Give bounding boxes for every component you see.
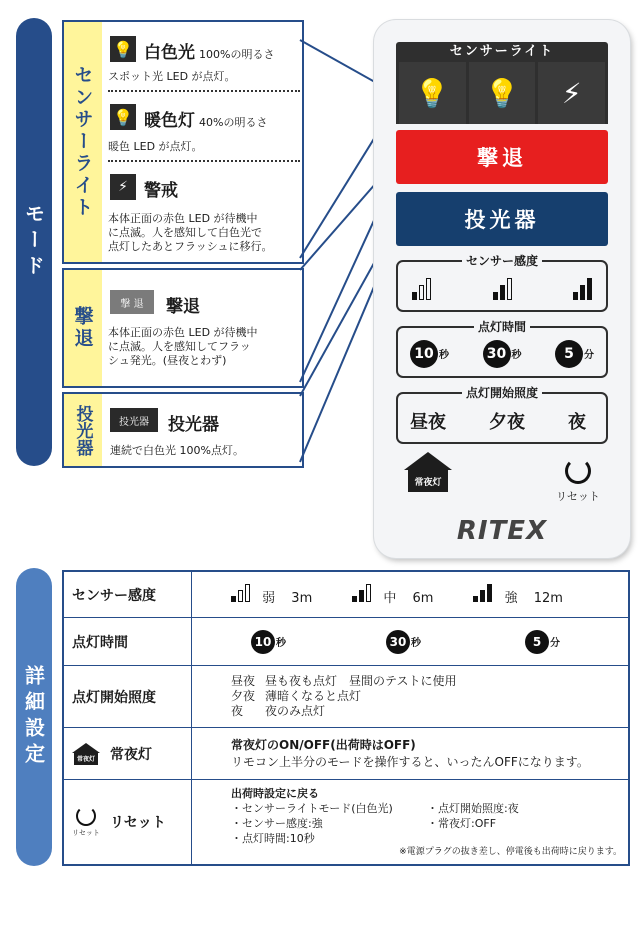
- light-bulb-icon: 💡: [484, 76, 520, 110]
- table-row: [64, 780, 628, 864]
- timer-icon: 30: [483, 340, 511, 368]
- white-light-icon: 💡: [110, 36, 136, 62]
- remote-sensor-buttons: [396, 62, 608, 124]
- remote-repel-button[interactable]: 撃退: [396, 130, 608, 184]
- bars-low-icon: [231, 584, 250, 602]
- table-row: [64, 572, 628, 618]
- details-band: 詳細設定: [16, 568, 52, 866]
- floodlight-desc: 連続で白色光 100%点灯。: [110, 444, 244, 457]
- sensitivity-body: 弱 3m 中 6m 強 12m: [193, 572, 628, 617]
- alert-title: 警戒: [144, 181, 178, 201]
- sensitivity-head: センサー感度: [64, 572, 192, 617]
- illum-body: 昼夜 昼も夜も点灯 昼間のテストに使用 夕夜 薄暗くなると点灯 夜 夜のみ点灯: [231, 674, 457, 718]
- illum-head: 点灯開始照度: [64, 666, 192, 727]
- timer-head: 点灯時間: [64, 618, 192, 665]
- timer-10s-button[interactable]: 10 秒: [410, 340, 449, 368]
- brand-logo: RITEX: [456, 516, 548, 546]
- timer-icon: 30: [386, 630, 410, 654]
- mode-band: モード: [16, 18, 52, 466]
- reset-icon: リセット: [72, 806, 100, 838]
- night-light-label: 常夜灯: [408, 470, 448, 492]
- repel-title: 撃退: [166, 297, 200, 317]
- warm-light-desc: 暖色 LED が点灯。: [108, 140, 203, 153]
- remote-white-light-button[interactable]: [399, 62, 466, 124]
- repel-desc: 本体正面の赤色 LED が待機中 に点滅。人を感知してフラッ シュ発光。(昼夜とわず): [108, 326, 258, 367]
- alert-desc: 本体正面の赤色 LED が待機中 に点滅。人を感知して白色光で 点灯したあとフラッシュに移行。: [108, 212, 273, 253]
- remote-control: [374, 20, 630, 558]
- flash-bulb-icon: ⚡: [561, 76, 582, 110]
- timer-icon: 10: [251, 630, 275, 654]
- night-light-head: 常夜灯 常夜灯: [64, 728, 192, 779]
- reset-label: リセット: [556, 490, 600, 503]
- timer-30s-button[interactable]: 30 秒: [483, 340, 522, 368]
- white-light-title: 白色光 100%の明るさ: [144, 43, 275, 63]
- house-icon: [404, 452, 452, 470]
- remote-timer-box: [396, 320, 608, 378]
- bars-mid-icon: [352, 584, 371, 602]
- timer-body: 10 秒 30 秒 5 分: [193, 618, 628, 665]
- warm-light-title: 暖色灯 40%の明るさ: [144, 111, 268, 131]
- sensitivity-mid-button[interactable]: [493, 278, 512, 300]
- remote-illum-box: [396, 386, 608, 444]
- details-table: [62, 570, 630, 866]
- illum-night-button[interactable]: 夜: [568, 412, 586, 433]
- house-icon: 常夜灯: [72, 743, 100, 765]
- bars-high-icon: [473, 584, 492, 602]
- alert-flash-icon: ⚡: [110, 174, 136, 200]
- warm-light-icon: 💡: [110, 104, 136, 130]
- timer-icon: 10: [410, 340, 438, 368]
- remote-sensitivity-box: [396, 254, 608, 312]
- remote-alert-button[interactable]: [538, 62, 605, 124]
- sensitivity-low-button[interactable]: [412, 278, 431, 300]
- remote-timer-label: 点灯時間: [474, 318, 530, 335]
- remote-reset-button[interactable]: [548, 458, 608, 504]
- remote-sensitivity-label: センサー感度: [462, 252, 542, 269]
- timer-5m-button[interactable]: 5 分: [555, 340, 594, 368]
- floodlight-title: 投光器: [168, 415, 219, 435]
- table-row: [64, 666, 628, 728]
- timer-icon: 5: [525, 630, 549, 654]
- illum-day-night-button[interactable]: 昼夜: [410, 412, 446, 433]
- repel-icon: 撃 退: [110, 290, 154, 314]
- reset-icon: [565, 458, 591, 484]
- reset-head: リセット リセット: [64, 780, 192, 864]
- remote-illum-label: 点灯開始照度: [462, 384, 542, 401]
- repel-group-label: 撃退: [64, 270, 102, 386]
- remote-warm-light-button[interactable]: [469, 62, 536, 124]
- remote-floodlight-button[interactable]: 投光器: [396, 192, 608, 246]
- sensitivity-high-button[interactable]: [573, 278, 592, 300]
- floodlight-icon: 投光器: [110, 408, 158, 432]
- illum-dusk-night-button[interactable]: 夕夜: [489, 412, 525, 433]
- table-row: [64, 618, 628, 666]
- light-bulb-icon: 💡: [414, 76, 450, 110]
- floodlight-group-label: 投光器: [64, 394, 102, 466]
- white-light-desc: スポット光 LED が点灯。: [108, 70, 236, 83]
- night-light-body: 常夜灯のON/OFF(出荷時はOFF) リモコン上半分のモードを操作すると、いったんOFFになります。: [231, 738, 589, 769]
- remote-night-light-button[interactable]: [404, 452, 452, 492]
- reset-body: 出荷時設定に戻る ・センサーライトモード(白色光) ・点灯開始照度:夜 ・センサー感度:強 ・常夜灯:OFF ・点灯時間:10秒 ※電源プラグの抜き差し、停電後も出荷時に戻ります。: [231, 787, 622, 857]
- remote-sensor-light-label: センサーライト: [396, 42, 608, 62]
- sensor-light-group-label: センサーライト: [64, 22, 102, 262]
- table-row: [64, 728, 628, 780]
- timer-icon: 5: [555, 340, 583, 368]
